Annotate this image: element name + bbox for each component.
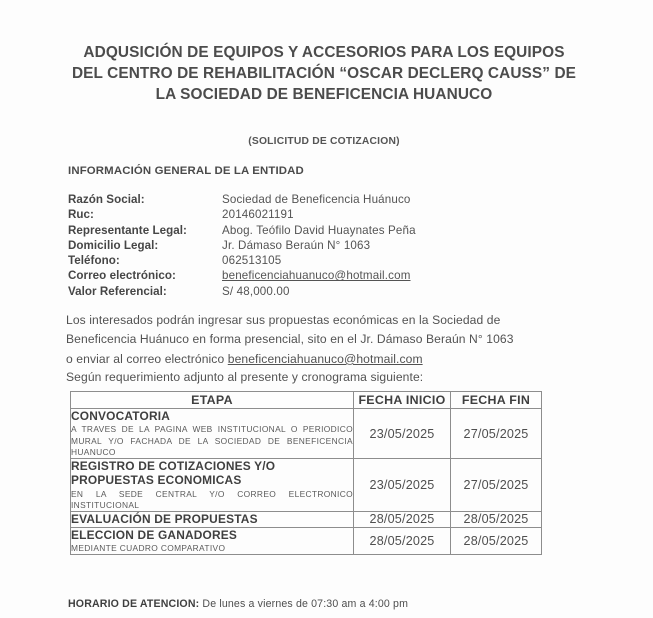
intro-line-1: Los interesados podrán ingresar sus propuestas económicas en la Sociedad de: [66, 313, 501, 327]
entity-row: [68, 284, 538, 299]
document-subtitle: (SOLICITUD DE COTIZACION): [248, 136, 400, 147]
entity-label: Razón Social:: [68, 193, 145, 206]
requirement-note: Según requerimiento adjunto al presente y cronograma siguiente:: [66, 370, 424, 384]
entity-email-link[interactable]: beneficenciahuanuco@hotmail.com: [222, 269, 411, 283]
intro-line-3-prefix: o enviar al correo electrónico: [66, 351, 228, 366]
table-row: [71, 527, 542, 555]
column-header-fecha-fin: FECHA FIN: [451, 392, 542, 409]
schedule-table: [70, 391, 542, 555]
fecha-inicio-cell: 23/05/2025: [354, 459, 451, 512]
table-row: [71, 512, 542, 527]
entity-row: [68, 223, 538, 238]
etapa-description: MEDIANTE CUADRO COMPARATIVO: [71, 543, 226, 554]
entity-value: Abog. Teófilo David Huaynates Peña: [222, 223, 416, 237]
attention-hours-value: De lunes a viernes de 07:30 am a 4:00 pm: [199, 598, 409, 610]
column-header-fecha-inicio: FECHA INICIO: [354, 392, 451, 409]
entity-value: S/ 48,000.00: [222, 284, 290, 298]
etapa-title: CONVOCATORIA: [71, 409, 171, 423]
fecha-inicio-cell: 28/05/2025: [354, 512, 451, 527]
intro-line-3: [66, 350, 544, 369]
entity-value: Sociedad de Beneficencia Huánuco: [222, 193, 411, 206]
etapa-cell: [71, 527, 354, 555]
entity-value: 20146021191: [222, 208, 294, 222]
entity-label: Ruc:: [68, 208, 94, 222]
entity-row: [68, 192, 538, 207]
table-row: [71, 459, 542, 512]
fecha-inicio-cell: 23/05/2025: [354, 409, 451, 459]
entity-value: Jr. Dámaso Beraún N° 1063: [222, 238, 371, 252]
fecha-fin-cell: 27/05/2025: [451, 459, 542, 512]
page-title: ADQUSICIÓN DE EQUIPOS Y ACCESORIOS PARA LOS EQUIPOS DEL CENTRO DE REHABILITACIÓN “OSCAR DECLERQ CAUSS” DE LA SOCIEDAD DE BENEFICENCIA HUANUCO: [71, 44, 577, 103]
fecha-inicio-cell: 28/05/2025: [354, 527, 451, 555]
attention-hours-label: HORARIO DE ATENCION:: [68, 598, 200, 610]
intro-line-2: Beneficencia Huánuco en forma presencial, sito en el Jr. Dámaso Beraún N° 1063: [66, 332, 514, 347]
entity-label: Domicilio Legal:: [68, 238, 159, 252]
etapa-title: ELECCION DE GANADORES: [71, 527, 238, 542]
table-header-row: [71, 392, 542, 409]
etapa-cell: [71, 409, 354, 459]
section-heading-entity-info: INFORMACIÓN GENERAL DE LA ENTIDAD: [68, 165, 304, 177]
fecha-fin-cell: 28/05/2025: [451, 512, 542, 527]
etapa-cell: [71, 512, 354, 527]
column-header-etapa: ETAPA: [71, 392, 354, 409]
etapa-description: EN LA SEDE CENTRAL Y/O CORREO ELECTRONICO INSTITUCIONAL: [71, 488, 353, 511]
entity-row: [68, 238, 538, 253]
entity-value: 062513105: [222, 254, 282, 268]
attention-hours-note: [68, 598, 408, 610]
etapa-title: REGISTRO DE COTIZACIONES Y/O PROPUESTAS ECONOMICAS: [71, 459, 276, 488]
table-row: [71, 409, 542, 459]
intro-paragraph: [66, 311, 544, 369]
entity-label: Teléfono:: [68, 254, 120, 268]
etapa-cell: [71, 459, 354, 512]
etapa-description: A TRAVES DE LA PAGINA WEB INSTITUCIONAL O PERIODICO MURAL Y/O FACHADA DE LA SOCIEDAD DE BENEFICENCIA HUANUCO: [71, 424, 353, 457]
entity-label: Valor Referencial:: [68, 284, 167, 298]
entity-label: Correo electrónico:: [68, 269, 176, 283]
fecha-fin-cell: 28/05/2025: [451, 527, 542, 555]
entity-row: [68, 207, 538, 222]
entity-info-block: [68, 192, 538, 299]
entity-row: [68, 253, 538, 268]
entity-row: [68, 268, 538, 283]
fecha-fin-cell: 27/05/2025: [451, 409, 542, 459]
etapa-title: EVALUACIÓN DE PROPUESTAS: [71, 512, 258, 527]
entity-label: Representante Legal:: [68, 223, 187, 237]
intro-email-link[interactable]: beneficenciahuanuco@hotmail.com: [227, 351, 423, 366]
